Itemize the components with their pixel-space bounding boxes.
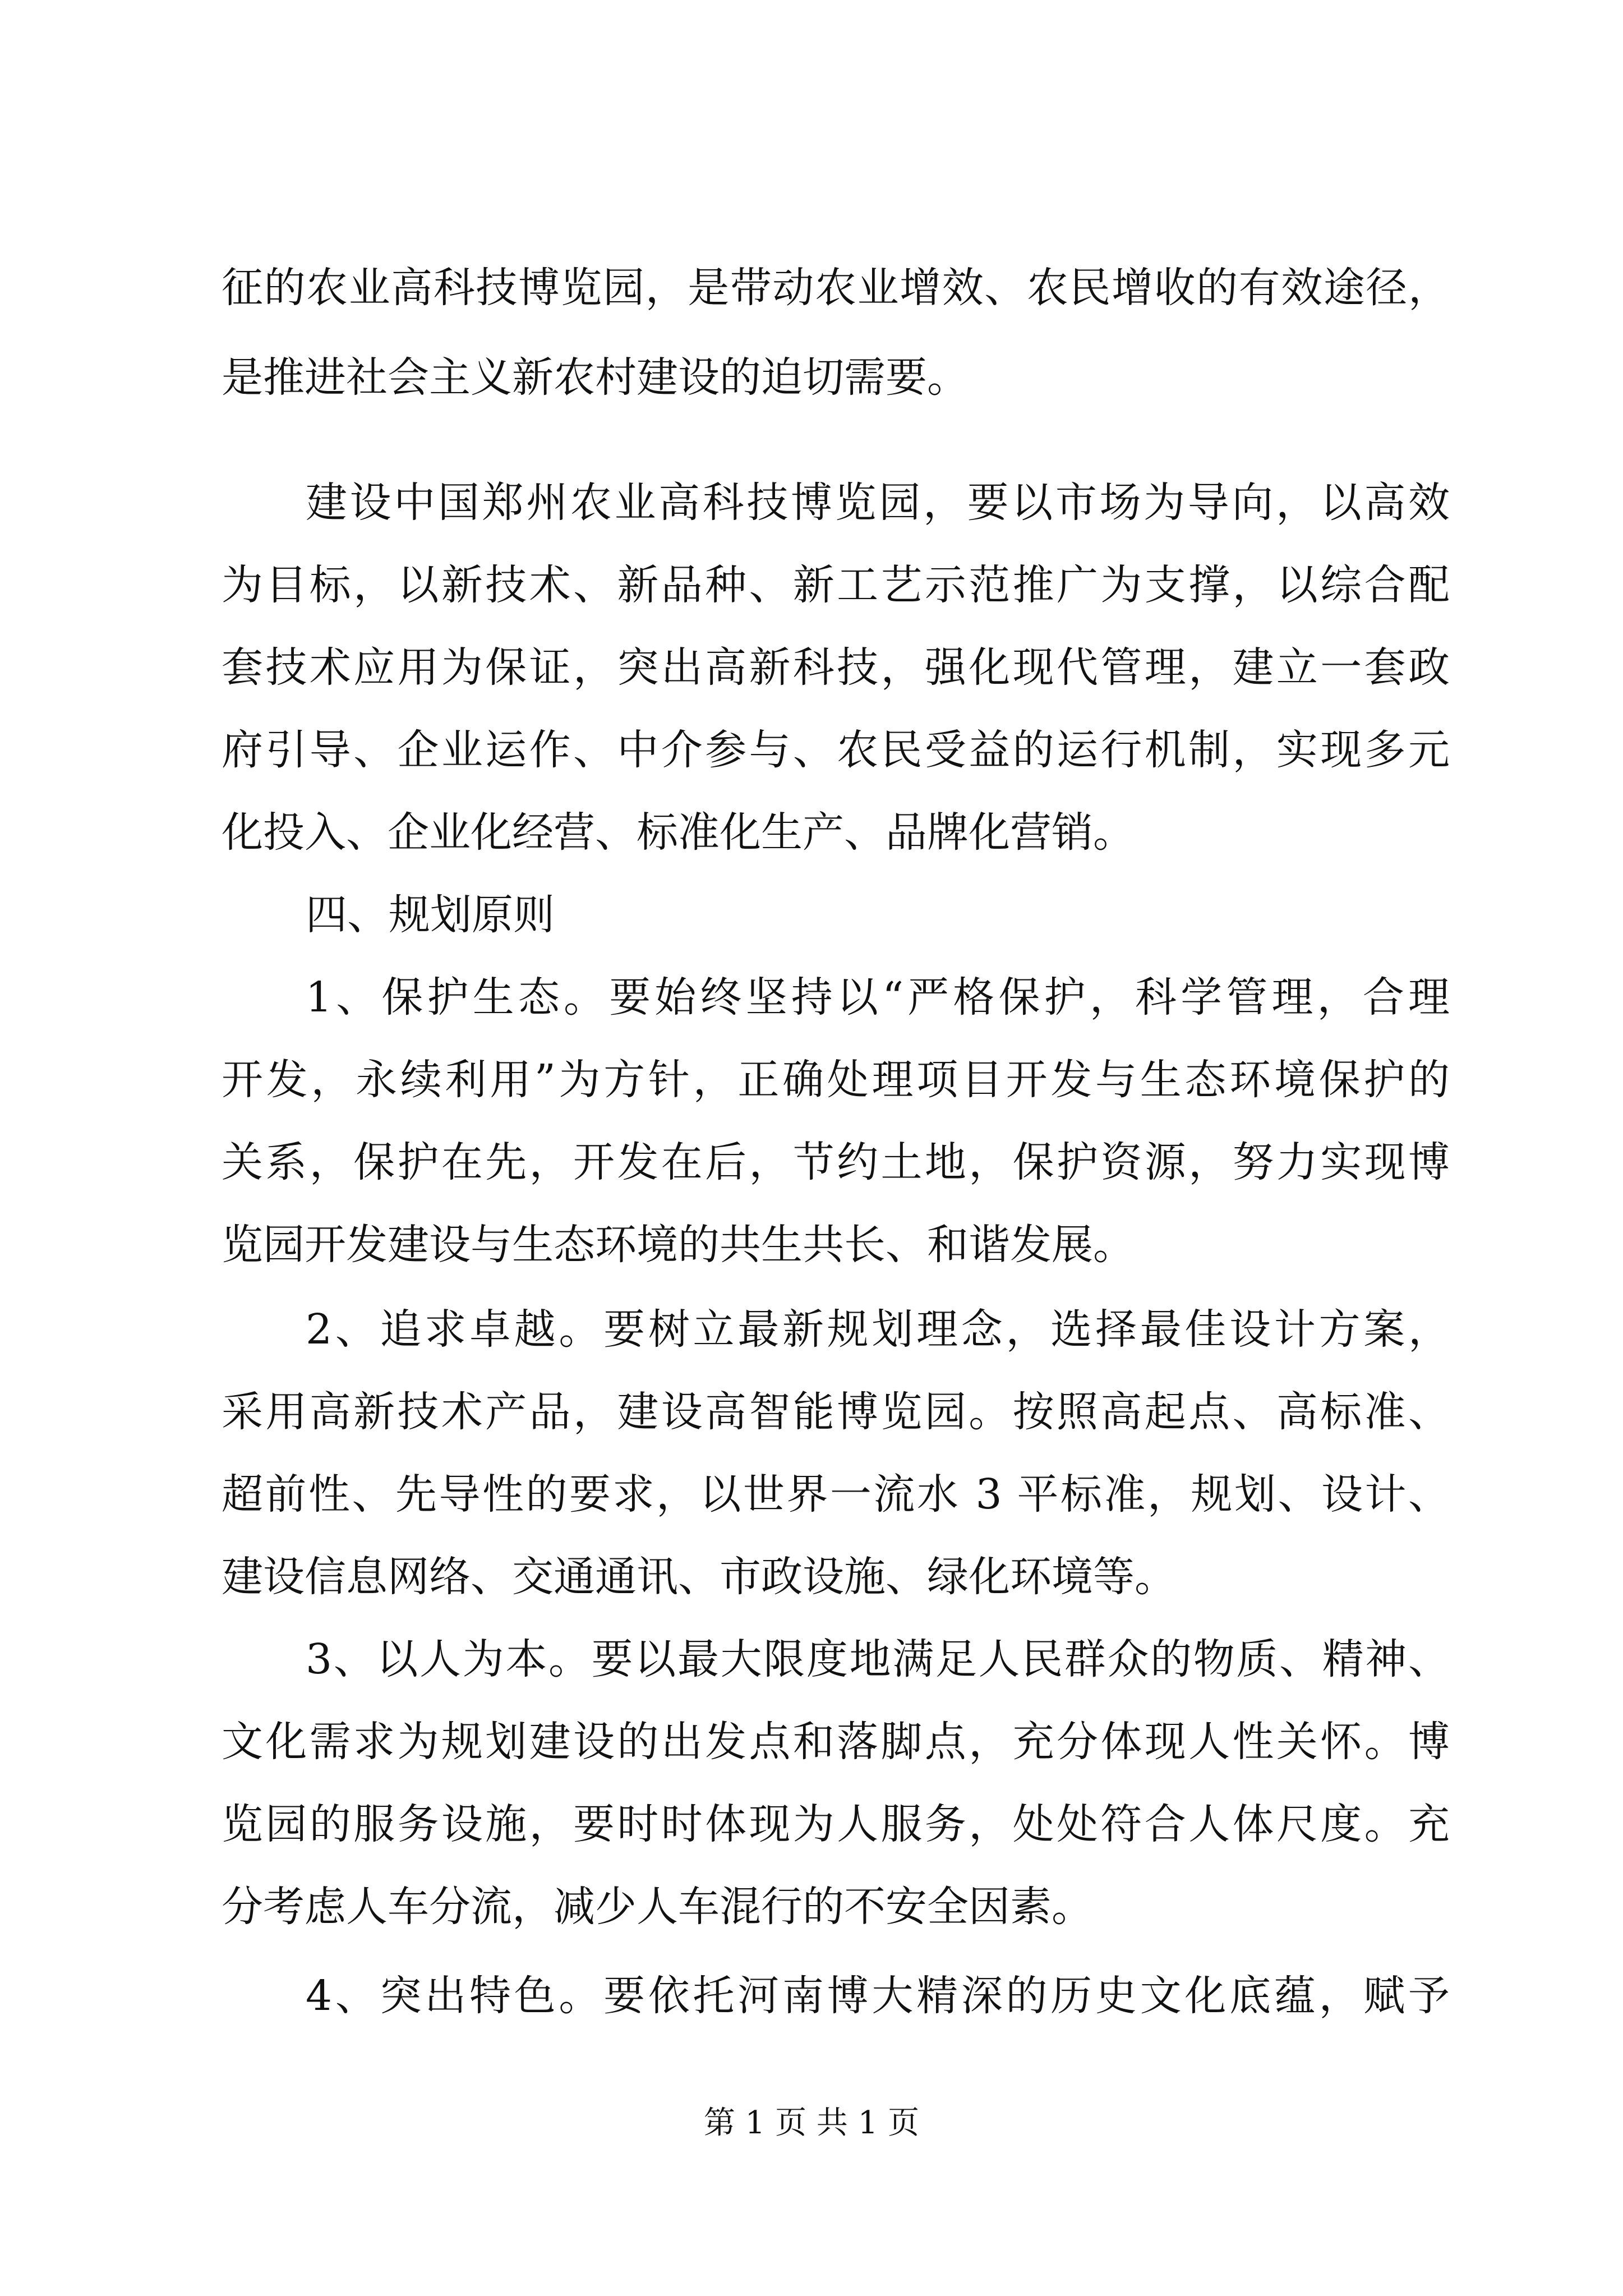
- body-text-line: 征的农业高科技博览园，是带动农业增效、农民增收的有效途径，: [222, 264, 1450, 312]
- body-text-line: 3、以人为本。要以最大限度地满足人民群众的物质、精神、: [306, 1635, 1450, 1683]
- body-text-line: 建设信息网络、交通通讯、市政设施、绿化环境等。: [222, 1553, 1176, 1601]
- body-text-line: 超前性、先导性的要求，以世界一流水 3 平标准，规划、设计、: [222, 1470, 1450, 1519]
- body-text-line: 1、保护生态。要始终坚持以“严格保护，科学管理，合理: [306, 973, 1450, 1022]
- body-text-line: 套技术应用为保证，突出高新科技，强化现代管理，建立一套政: [222, 643, 1450, 692]
- body-text-line: 采用高新技术产品，建设高智能博览园。按照高起点、高标准、: [222, 1388, 1450, 1436]
- body-text-line: 分考虑人车分流，减少人车混行的不安全因素。: [222, 1883, 1093, 1931]
- body-text-line: 化投入、企业化经营、标准化生产、品牌化营销。: [222, 808, 1135, 857]
- body-text-line: 览园的服务设施，要时时体现为人服务，处处符合人体尺度。充: [222, 1800, 1450, 1848]
- body-text-line: 关系，保护在先，开发在后，节约土地，保护资源，努力实现博: [222, 1138, 1450, 1186]
- body-text-line: 开发，永续利用”为方针，正确处理项目开发与生态环境保护的: [222, 1056, 1450, 1104]
- body-text-line: 2、追求卓越。要树立最新规划理念，选择最佳设计方案，: [306, 1305, 1450, 1354]
- body-text-line: 府引导、企业运作、中介参与、农民受益的运行机制，实现多元: [222, 726, 1450, 774]
- body-text-line: 是推进社会主义新农村建设的迫切需要。: [222, 353, 969, 402]
- body-text-line: 建设中国郑州农业高科技博览园，要以市场为导向，以高效: [306, 478, 1450, 527]
- page-footer: 第 1 页 共 1 页: [703, 2105, 920, 2141]
- body-text-line: 为目标，以新技术、新品种、新工艺示范推广为支撑，以综合配: [222, 561, 1450, 609]
- body-text-line: 览园开发建设与生态环境的共生共长、和谐发展。: [222, 1221, 1135, 1269]
- body-text-line: 文化需求为规划建设的出发点和落脚点，充分体现人性关怀。博: [222, 1718, 1450, 1766]
- body-text-line: 4、突出特色。要依托河南博大精深的历史文化底蕴，赋予: [306, 1972, 1450, 2020]
- section-heading: 四、规划原则: [306, 891, 555, 939]
